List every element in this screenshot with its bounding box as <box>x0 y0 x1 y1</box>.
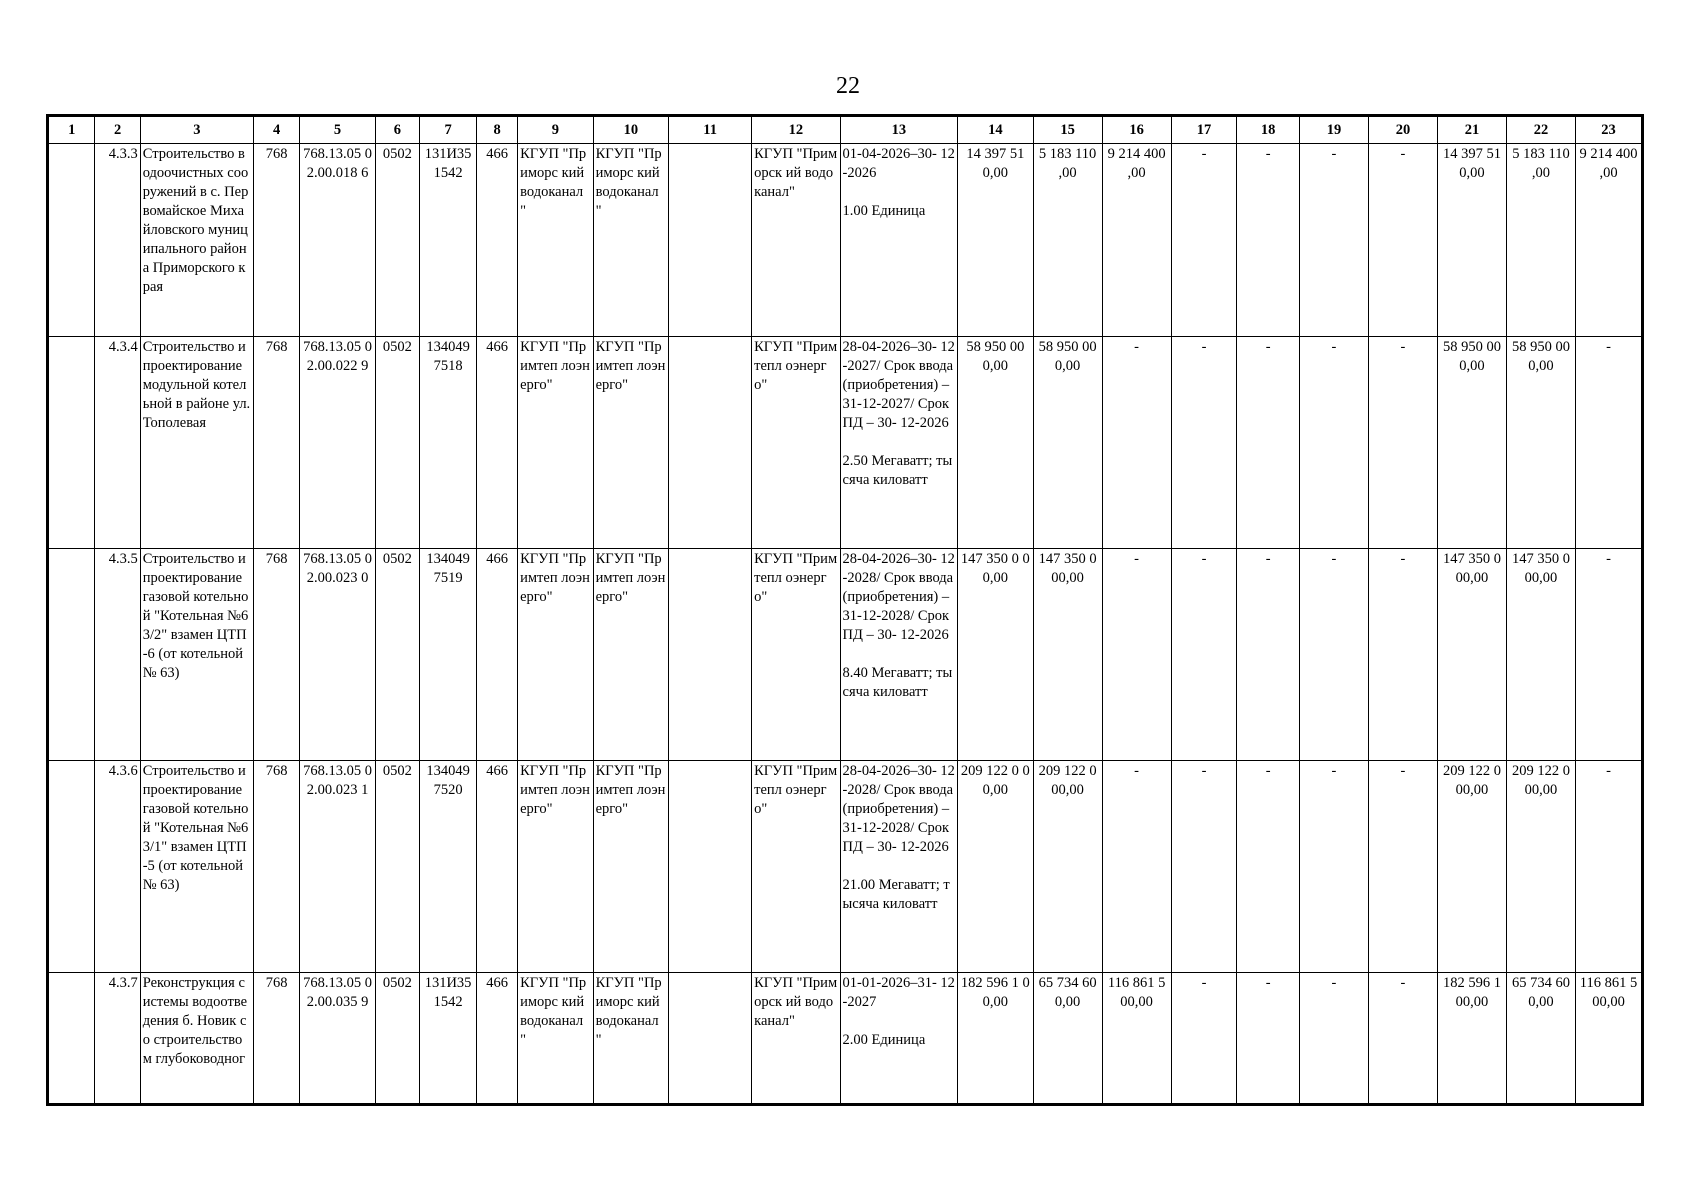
amount-col15: 5 183 110 ,00 <box>1033 144 1102 337</box>
ministry-code: 768 <box>253 549 299 761</box>
amount-col19: - <box>1299 549 1368 761</box>
amount-col21: 209 122 0 00,00 <box>1437 761 1506 973</box>
header-cell: 20 <box>1368 116 1437 144</box>
row-cell-empty <box>48 144 95 337</box>
item-description: Строительство водоочистных сооружений в с. Первомайское Михайловского муниципального района Приморского края <box>140 144 253 337</box>
header-cell: 17 <box>1171 116 1237 144</box>
header-cell: 8 <box>477 116 518 144</box>
amount-col17: - <box>1171 144 1237 337</box>
amount-total: 147 350 0 00,00 <box>958 549 1033 761</box>
developer: КГУП "Приморс кий водоканал " <box>593 973 668 1105</box>
amount-col17: - <box>1171 761 1237 973</box>
row-cell-empty <box>48 337 95 549</box>
ministry-code: 768 <box>253 761 299 973</box>
section-code: 0502 <box>375 761 419 973</box>
header-cell: 14 <box>958 116 1033 144</box>
period-capacity: 01-01-2026–31- 12-2027 2.00 Единица <box>840 973 958 1105</box>
section-code: 0502 <box>375 144 419 337</box>
target-code: 134049 7518 <box>420 337 477 549</box>
header-cell: 15 <box>1033 116 1102 144</box>
customer: КГУП "Примтеп лоэнерго" <box>518 337 593 549</box>
amount-total: 209 122 0 00,00 <box>958 761 1033 973</box>
header-cell: 7 <box>420 116 477 144</box>
amount-col23: 9 214 400 ,00 <box>1576 144 1643 337</box>
header-cell: 5 <box>300 116 375 144</box>
expense-type: 466 <box>477 337 518 549</box>
amount-total: 14 397 51 0,00 <box>958 144 1033 337</box>
item-number: 4.3.6 <box>95 761 140 973</box>
section-code: 0502 <box>375 973 419 1105</box>
amount-col16: 116 861 5 00,00 <box>1102 973 1171 1105</box>
amount-col20: - <box>1368 973 1437 1105</box>
amount-col20: - <box>1368 549 1437 761</box>
item-description: Строительство и проектирование газовой котельной "Котельная №63/2" взамен ЦТП-6 (от котельной № 63) <box>140 549 253 761</box>
amount-col17: - <box>1171 549 1237 761</box>
period-capacity: 01-04-2026–30- 12-2026 1.00 Единица <box>840 144 958 337</box>
expense-type: 466 <box>477 549 518 761</box>
header-cell: 2 <box>95 116 140 144</box>
header-cell: 19 <box>1299 116 1368 144</box>
item-number: 4.3.4 <box>95 337 140 549</box>
table-row <box>48 761 1643 973</box>
header-cell: 22 <box>1506 116 1575 144</box>
object-code: 768.13.05 02.00.035 9 <box>300 973 375 1105</box>
amount-col22: 147 350 0 00,00 <box>1506 549 1575 761</box>
amount-col15: 147 350 0 00,00 <box>1033 549 1102 761</box>
section-code: 0502 <box>375 337 419 549</box>
amount-col18: - <box>1237 549 1300 761</box>
column-11-cell <box>669 549 752 761</box>
expense-type: 466 <box>477 761 518 973</box>
row-cell-empty <box>48 549 95 761</box>
amount-col22: 65 734 60 0,00 <box>1506 973 1575 1105</box>
header-cell: 6 <box>375 116 419 144</box>
amount-col22: 58 950 00 0,00 <box>1506 337 1575 549</box>
item-description: Строительство и проектирование модульной котельной в районе ул. Тополевая <box>140 337 253 549</box>
amount-col19: - <box>1299 761 1368 973</box>
amount-col20: - <box>1368 337 1437 549</box>
amount-col23: - <box>1576 337 1643 549</box>
period-capacity: 28-04-2026–30- 12-2028/ Срок ввода (приобретения) – 31-12-2028/ Срок ПД – 30- 12-2026 21.00 Мегаватт; тысяча киловатт <box>840 761 958 973</box>
target-code: 131И35 1542 <box>420 144 477 337</box>
header-cell: 9 <box>518 116 593 144</box>
column-11-cell <box>669 761 752 973</box>
object-code: 768.13.05 02.00.018 6 <box>300 144 375 337</box>
amount-col18: - <box>1237 337 1300 549</box>
column-11-cell <box>669 973 752 1105</box>
amount-col16: - <box>1102 337 1171 549</box>
budget-table <box>46 114 1644 1106</box>
table-row <box>48 144 1643 337</box>
header-cell: 1 <box>48 116 95 144</box>
item-number: 4.3.7 <box>95 973 140 1105</box>
item-number: 4.3.3 <box>95 144 140 337</box>
ministry-code: 768 <box>253 144 299 337</box>
amount-total: 58 950 00 0,00 <box>958 337 1033 549</box>
customer: КГУП "Примтеп лоэнерго" <box>518 549 593 761</box>
expense-type: 466 <box>477 144 518 337</box>
header-cell: 12 <box>752 116 840 144</box>
item-description: Строительство и проектирование газовой котельной "Котельная №63/1" взамен ЦТП-5 (от котельной № 63) <box>140 761 253 973</box>
amount-col17: - <box>1171 337 1237 549</box>
amount-col18: - <box>1237 761 1300 973</box>
recipient: КГУП "Приморск ий водоканал" <box>752 973 840 1105</box>
period-capacity: 28-04-2026–30- 12-2028/ Срок ввода (приобретения) – 31-12-2028/ Срок ПД – 30- 12-2026 8.40 Мегаватт; тысяча киловатт <box>840 549 958 761</box>
customer: КГУП "Приморс кий водоканал " <box>518 144 593 337</box>
amount-col19: - <box>1299 973 1368 1105</box>
amount-col21: 14 397 51 0,00 <box>1437 144 1506 337</box>
amount-col15: 209 122 0 00,00 <box>1033 761 1102 973</box>
header-cell: 16 <box>1102 116 1171 144</box>
table-row <box>48 337 1643 549</box>
recipient: КГУП "Примтепл оэнерго" <box>752 761 840 973</box>
header-row <box>48 116 1643 144</box>
target-code: 134049 7520 <box>420 761 477 973</box>
table-row <box>48 973 1643 1105</box>
ministry-code: 768 <box>253 973 299 1105</box>
amount-col18: - <box>1237 973 1300 1105</box>
amount-col21: 182 596 1 00,00 <box>1437 973 1506 1105</box>
item-description: Реконструкция системы водоотведения б. Новик со строительством глубоководног <box>140 973 253 1105</box>
developer: КГУП "Примтеп лоэнерго" <box>593 337 668 549</box>
header-cell: 10 <box>593 116 668 144</box>
recipient: КГУП "Примтепл оэнерго" <box>752 549 840 761</box>
customer: КГУП "Примтеп лоэнерго" <box>518 761 593 973</box>
amount-col19: - <box>1299 144 1368 337</box>
amount-col23: - <box>1576 549 1643 761</box>
amount-col20: - <box>1368 144 1437 337</box>
object-code: 768.13.05 02.00.023 1 <box>300 761 375 973</box>
amount-col19: - <box>1299 337 1368 549</box>
header-cell: 21 <box>1437 116 1506 144</box>
header-cell: 23 <box>1576 116 1643 144</box>
amount-col15: 65 734 60 0,00 <box>1033 973 1102 1105</box>
target-code: 134049 7519 <box>420 549 477 761</box>
recipient: КГУП "Приморск ий водоканал" <box>752 144 840 337</box>
customer: КГУП "Приморс кий водоканал " <box>518 973 593 1105</box>
amount-col16: - <box>1102 549 1171 761</box>
table-row <box>48 549 1643 761</box>
developer: КГУП "Примтеп лоэнерго" <box>593 761 668 973</box>
header-cell: 18 <box>1237 116 1300 144</box>
page-number: 22 <box>836 73 860 99</box>
developer: КГУП "Примтеп лоэнерго" <box>593 549 668 761</box>
item-number: 4.3.5 <box>95 549 140 761</box>
amount-col20: - <box>1368 761 1437 973</box>
amount-col18: - <box>1237 144 1300 337</box>
header-cell: 13 <box>840 116 958 144</box>
amount-col16: - <box>1102 761 1171 973</box>
amount-col22: 5 183 110 ,00 <box>1506 144 1575 337</box>
recipient: КГУП "Примтепл оэнерго" <box>752 337 840 549</box>
ministry-code: 768 <box>253 337 299 549</box>
header-cell: 11 <box>669 116 752 144</box>
amount-col23: 116 861 5 00,00 <box>1576 973 1643 1105</box>
target-code: 131И35 1542 <box>420 973 477 1105</box>
expense-type: 466 <box>477 973 518 1105</box>
amount-total: 182 596 1 00,00 <box>958 973 1033 1105</box>
column-11-cell <box>669 144 752 337</box>
header-cell: 3 <box>140 116 253 144</box>
amount-col17: - <box>1171 973 1237 1105</box>
column-11-cell <box>669 337 752 549</box>
object-code: 768.13.05 02.00.023 0 <box>300 549 375 761</box>
amount-col22: 209 122 0 00,00 <box>1506 761 1575 973</box>
section-code: 0502 <box>375 549 419 761</box>
row-cell-empty <box>48 761 95 973</box>
object-code: 768.13.05 02.00.022 9 <box>300 337 375 549</box>
header-cell: 4 <box>253 116 299 144</box>
amount-col16: 9 214 400 ,00 <box>1102 144 1171 337</box>
amount-col23: - <box>1576 761 1643 973</box>
amount-col21: 147 350 0 00,00 <box>1437 549 1506 761</box>
amount-col21: 58 950 00 0,00 <box>1437 337 1506 549</box>
row-cell-empty <box>48 973 95 1105</box>
developer: КГУП "Приморс кий водоканал " <box>593 144 668 337</box>
period-capacity: 28-04-2026–30- 12-2027/ Срок ввода (приобретения) – 31-12-2027/ Срок ПД – 30- 12-2026 2.50 Мегаватт; тысяча киловатт <box>840 337 958 549</box>
amount-col15: 58 950 00 0,00 <box>1033 337 1102 549</box>
